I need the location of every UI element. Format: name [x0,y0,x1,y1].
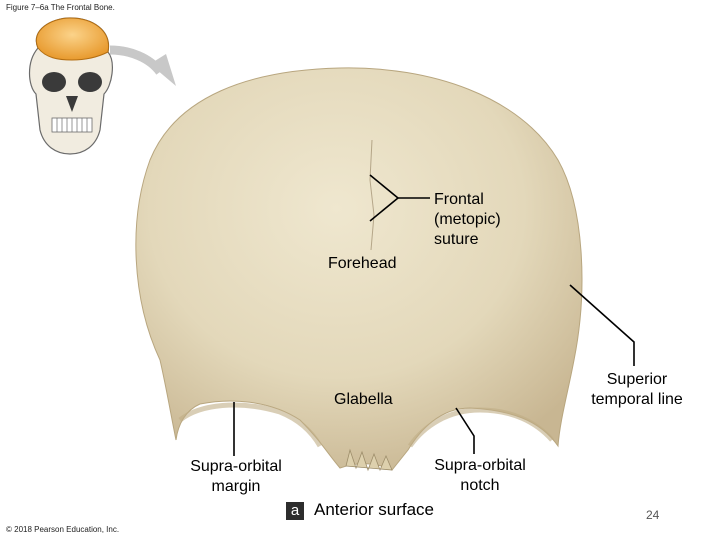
supra-orbital-margin-label [176,457,296,497]
superior-temporal-line-2: temporal line [591,391,683,408]
glabella-label: Glabella [334,391,393,408]
copyright-notice: © 2018 Pearson Education, Inc. [6,525,120,534]
page-number: 24 [646,508,660,522]
supra-orbital-margin-line-2: margin [211,478,261,495]
pointer-arrow [110,50,176,86]
panel-caption: Anterior surface [314,500,434,519]
frontal-suture-line-3: suture [434,231,479,248]
frontal-suture-line-1: Frontal [434,191,484,208]
skull-thumbnail [30,18,113,154]
supra-orbital-margin-line-1: Supra-orbital [190,458,282,475]
superior-temporal-line-1: Superior [606,371,668,388]
superior-temporal-line-label [578,370,696,410]
frontal-region-highlight [36,18,108,60]
frontal-suture-line-2: (metopic) [434,211,501,228]
frontal-suture-label [434,190,501,250]
panel-letter-badge: a [286,502,304,520]
supra-orbital-notch-line-1: Supra-orbital [434,457,526,474]
figure-title: Figure 7–6a The Frontal Bone. [6,3,115,12]
forehead-label: Forehead [328,255,397,272]
supra-orbital-notch-label [420,456,540,496]
supra-orbital-notch-line-2: notch [460,477,500,494]
